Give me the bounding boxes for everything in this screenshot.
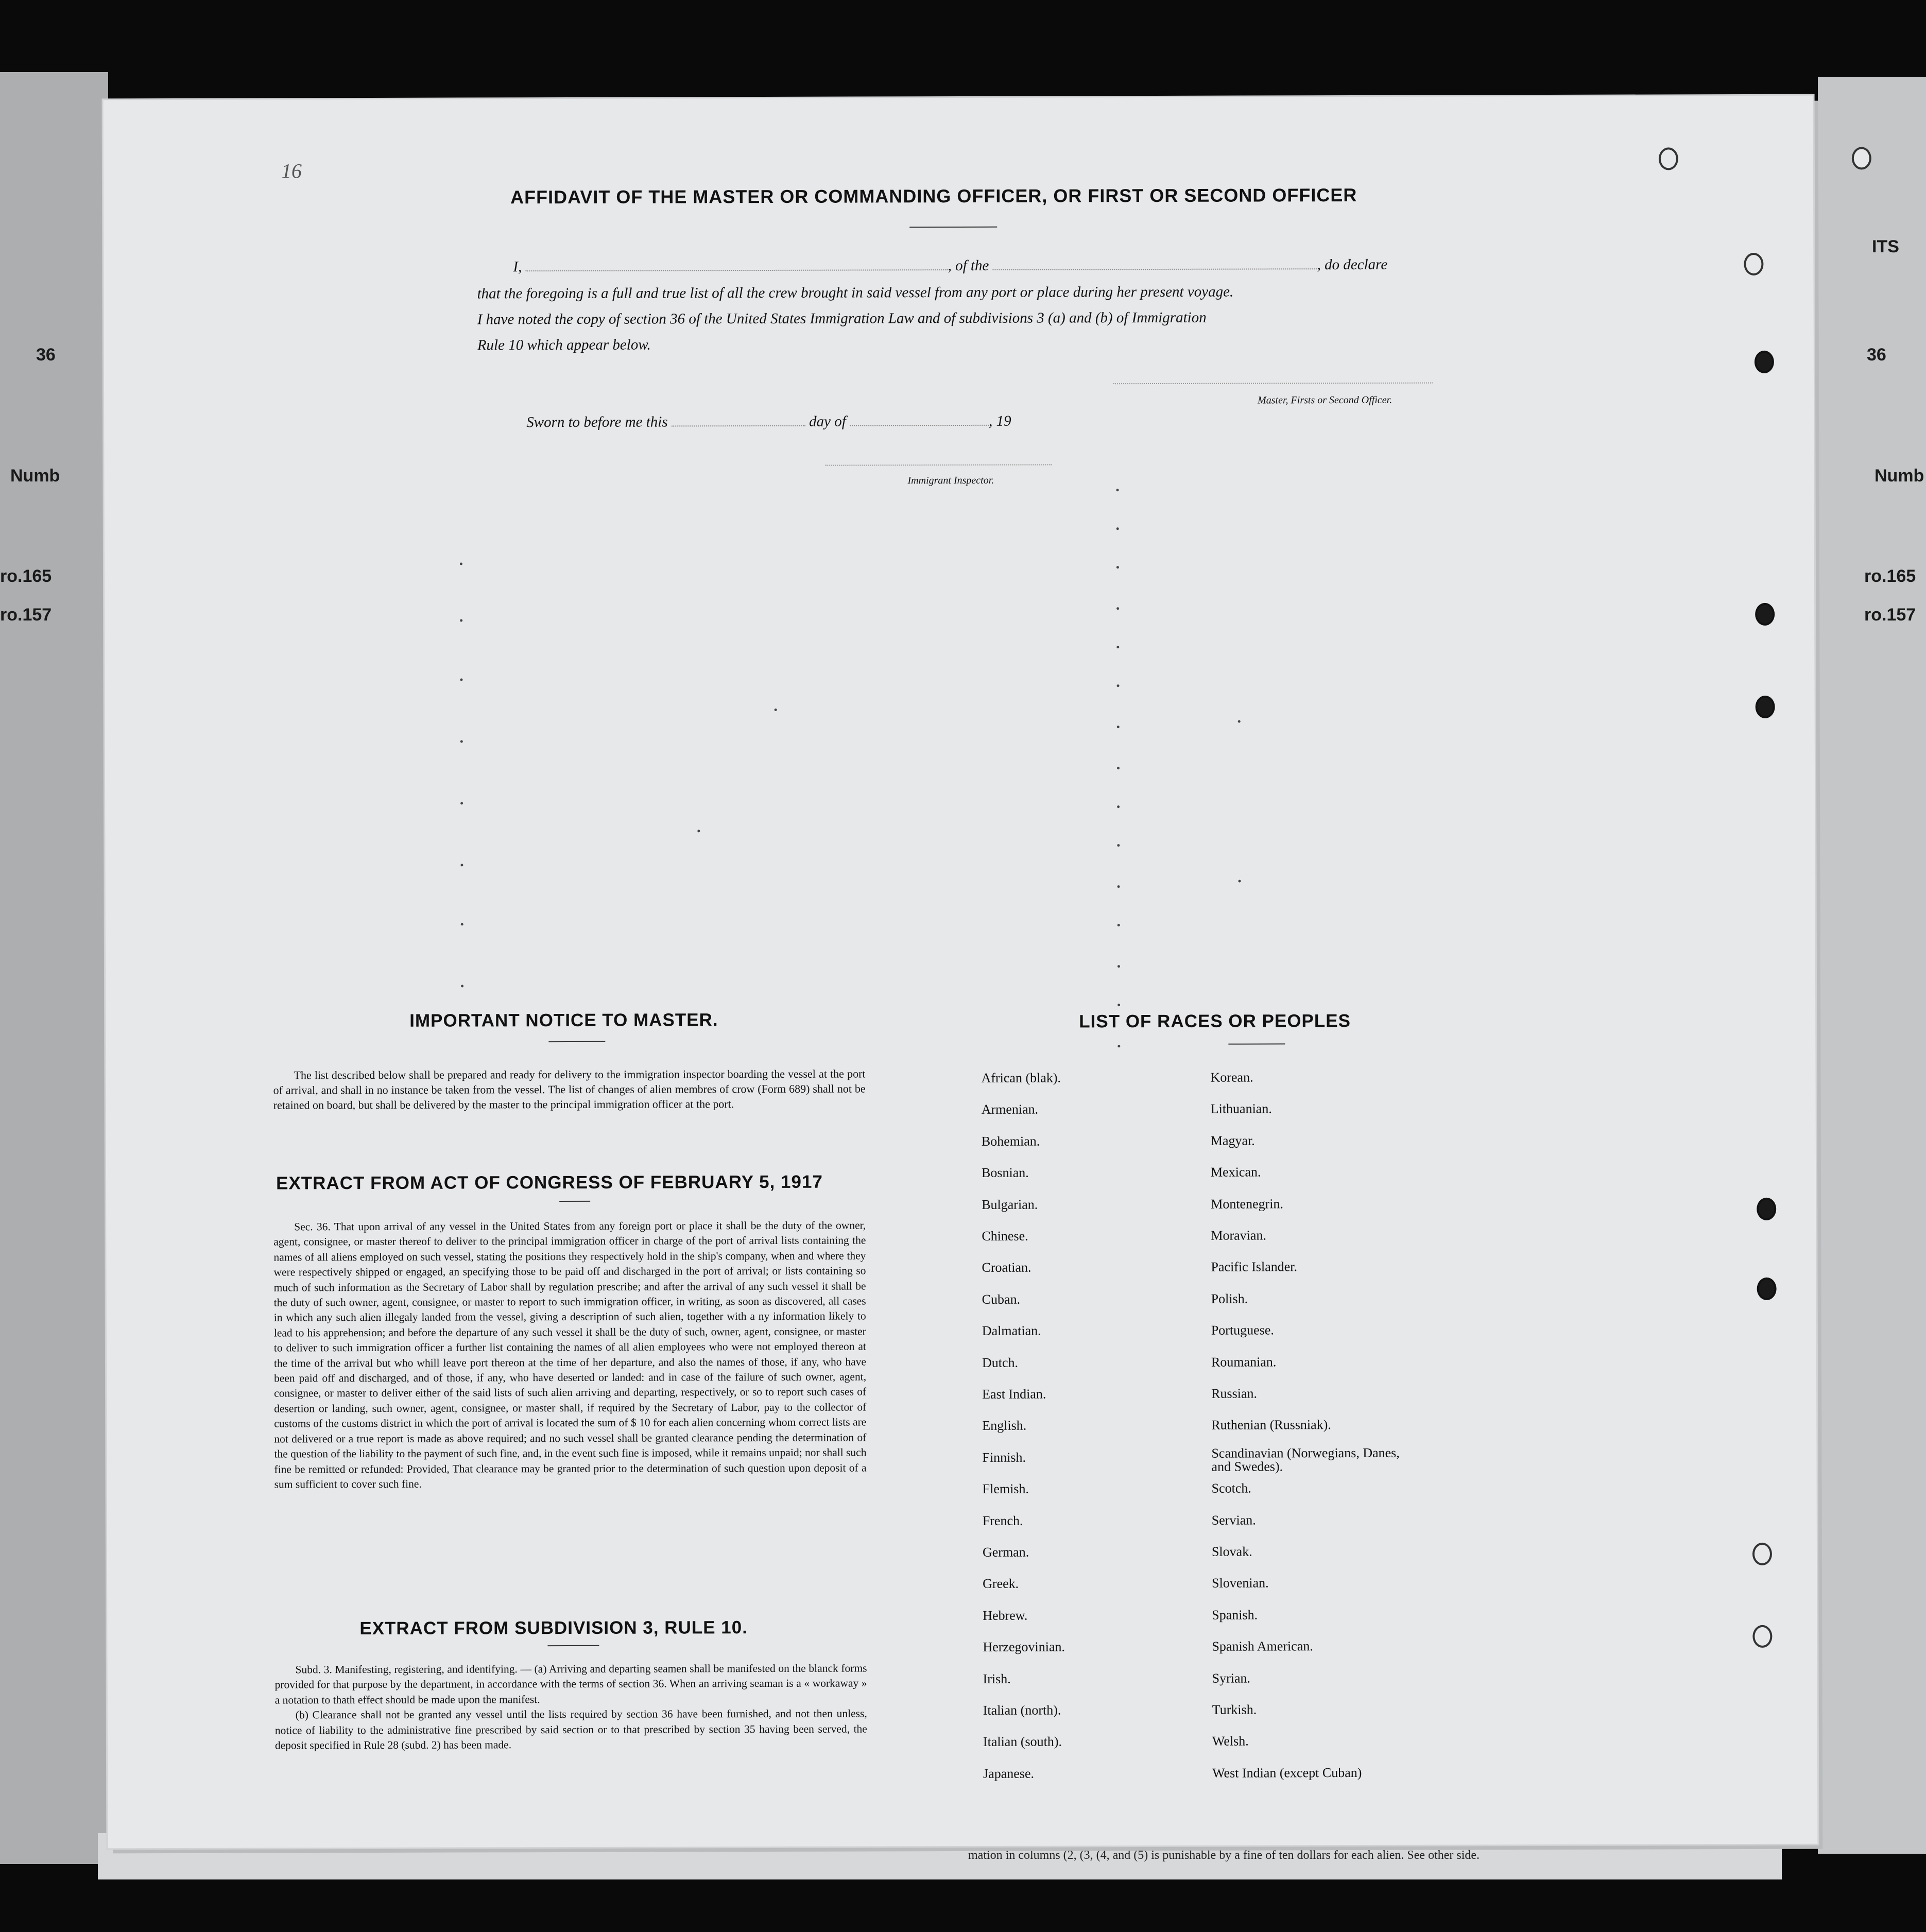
title-rule — [909, 227, 997, 228]
races-rule — [1228, 1043, 1285, 1044]
sworn-year: , 19 — [989, 412, 1011, 429]
race-item: Syrian. — [1212, 1670, 1251, 1686]
signature-line[interactable] — [1113, 383, 1433, 385]
rule-extract-para-a: Subd. 3. Manifesting, registering, and identifying. — (a) Arriving and departing seamen shall be manifested on the blanck forms provided for that purpose by the department, in accordance with the terms of section 36. When an arriving seaman is a « workaway » a notation to thath effect should be made upon the manifest. — [274, 1662, 867, 1706]
punch-hole — [1756, 696, 1775, 718]
affidavit-declare: , do declare — [1317, 256, 1388, 273]
race-item: Magyar. — [1210, 1133, 1255, 1148]
affidavit-title: AFFIDAVIT OF THE MASTER OR COMMANDING OFFICER, OR FIRST OR SECOND OFFICER — [510, 184, 1357, 208]
race-item: Polish. — [1211, 1291, 1248, 1306]
race-item: Russian. — [1211, 1386, 1258, 1401]
affidavit-line-2: that the foregoing is a full and true list of all the crew brought in said vessel from any port or place during her present voyage. — [477, 283, 1234, 302]
affidavit-of: , of the — [948, 257, 989, 274]
rule-extract-title: EXTRACT FROM SUBDIVISION 3, RULE 10. — [359, 1617, 748, 1639]
sworn-day-blank[interactable] — [672, 425, 805, 427]
race-item: Pacific Islander. — [1211, 1259, 1298, 1275]
punch-hole — [1752, 1543, 1772, 1565]
margin-stub: Numb — [1875, 466, 1924, 486]
act-extract-title: EXTRACT FROM ACT OF CONGRESS OF FEBRUARY 5, 1917 — [276, 1171, 823, 1194]
sworn-prefix: Sworn to before me this — [526, 413, 668, 431]
race-item: Irish. — [983, 1671, 1011, 1686]
race-item: French. — [982, 1513, 1023, 1528]
race-item: Flemish. — [982, 1481, 1029, 1497]
rule-extract-body — [275, 1661, 867, 1753]
margin-stub: ro.165 — [0, 566, 52, 586]
margin-stub: 36 — [1867, 345, 1886, 365]
bleed-dot — [775, 709, 777, 711]
race-item: Bohemian. — [981, 1133, 1040, 1149]
races-column-2 — [104, 96, 1813, 100]
sworn-day-of: day of — [809, 413, 846, 430]
signature-label: Master, Firsts or Second Officer. — [1258, 394, 1392, 406]
race-item: Scandinavian (Norwegians, Danes, and Swedes). — [1211, 1445, 1400, 1474]
bleed-dot — [461, 985, 463, 988]
bleed-dot — [1117, 1045, 1120, 1047]
punch-hole — [1755, 351, 1774, 373]
bleed-dot — [1117, 767, 1120, 769]
race-item: Armenian. — [981, 1101, 1039, 1117]
bleed-dot — [1116, 489, 1119, 491]
punch-hole — [1757, 1278, 1777, 1300]
bleed-dot — [697, 830, 700, 832]
bleed-dot — [1117, 924, 1120, 926]
punch-hole — [1744, 253, 1763, 275]
affidavit-i: I, — [513, 258, 522, 275]
punch-hole — [1752, 1625, 1772, 1648]
margin-stub: 36 — [36, 345, 56, 365]
sworn-line — [526, 413, 1011, 431]
punch-hole — [1755, 603, 1775, 626]
inspector-label: Immigrant Inspector. — [907, 474, 994, 487]
race-item: Spanish American. — [1212, 1638, 1313, 1654]
race-item: Japanese. — [983, 1766, 1035, 1781]
race-item: Korean. — [1210, 1070, 1253, 1085]
bleed-dot — [460, 679, 463, 681]
race-item: Portuguese. — [1211, 1322, 1274, 1338]
act-extract-text: Sec. 36. That upon arrival of any vessel in the United States from any foreign port or place it shall be the duty of the owner, agent, consignee, or master thereof to deliver to the principal immigration officer in charge of the port of arrival lists containing the names of all aliens employed on such vessel, stating the positions they respectively hold in the ship's company, when and where they were respectively shipped or engaged, an specifying those to be paid off and discharged in the port of arrival; or lists containing so much of such information as the Secretary of Labor shall by regulation prescribe; and after the arrival of any such vessel it shall be the duty of such owner, agent, consignee, or master to report to such immigration officer, in writing, as soon as discovered, all cases in which any such alien illegaly landed from the vessel, giving a description of such alien, together with a ny information likely to lead to his apprehension; and before the departure of any such vessel it shall be the duty of such, owner, agent, consignee, or master to deliver to such immigration officer a further list containing the names of all alien employees who were not employed thereon at the time of the arrival but who whill leave port thereon at the time of her departure, and also the names of those, if any, who have been paid off and discharged, and of those, if any, who have deserted or landed: and in case of the failure of such owner, agent, consignee, or master to deliver either of the said lists of such alien arriving and departing, respectively, or so to report such cases of desertion or landing, such owner, agent, consignee, or master shall, if required by the Secretary of Labor, pay to the collector of customs of the customs district in which the port of arrival is located the sum of $ 10 for each alien concerning whom correct lists are not delivered or a true report is made as above required; and no such vessel shall be granted clearance pending the determination of the question of the liability to the payment of such fine, and, in the event such fine is imposed, while it remains unpaid; nor shall such fine be remitted or refunded: Provided, That clearance may be granted prior to the determination of such question upon deposit of a sum sufficient to cover such fine. — [273, 1219, 867, 1491]
affidavit-line-4: Rule 10 which appear below. — [477, 336, 651, 354]
race-item: Bulgarian. — [982, 1197, 1038, 1212]
race-item: Lithuanian. — [1210, 1101, 1272, 1117]
margin-stub: ro.157 — [1864, 605, 1916, 625]
punch-hole — [1852, 147, 1871, 169]
race-item: Slovenian. — [1212, 1575, 1269, 1591]
races-title: LIST OF RACES OR PEOPLES — [1079, 1011, 1351, 1032]
race-item: Roumanian. — [1211, 1354, 1277, 1370]
bleed-dot — [1238, 720, 1241, 723]
vessel-name-blank[interactable] — [993, 268, 1317, 270]
race-item: Finnish. — [982, 1450, 1026, 1465]
race-item: Montenegrin. — [1211, 1196, 1284, 1212]
bleed-dot — [1117, 844, 1120, 847]
bleed-dot — [461, 923, 463, 926]
bleed-dot — [1117, 805, 1120, 808]
underlying-sheet-right — [1818, 77, 1926, 1854]
handwritten-page-number: 16 — [281, 159, 302, 183]
bleed-dot — [1117, 726, 1120, 728]
margin-stub: ITS — [1872, 237, 1899, 256]
act-extract-body — [273, 1218, 866, 1492]
race-item: Scotch. — [1211, 1480, 1251, 1496]
bleed-dot — [1117, 1004, 1120, 1006]
bleed-dot — [1117, 885, 1120, 888]
race-item: Bosnian. — [981, 1165, 1029, 1181]
inspector-signature-line[interactable] — [825, 464, 1052, 466]
race-item: Dalmatian. — [982, 1323, 1041, 1339]
bleed-dot — [1239, 880, 1241, 883]
race-item: Italian (north). — [983, 1702, 1061, 1718]
race-item: West Indian (except Cuban) — [1212, 1765, 1362, 1781]
races-column-1 — [104, 96, 1813, 100]
race-item: English. — [982, 1418, 1027, 1434]
affidavit-line-3: I have noted the copy of section 36 of the United States Immigration Law and of subdivisions 3 (a) and (b) of Immigration — [477, 309, 1207, 328]
race-item: Welsh. — [1212, 1733, 1249, 1749]
notice-title: IMPORTANT NOTICE TO MASTER. — [409, 1010, 718, 1031]
bleed-dot — [1116, 527, 1119, 530]
act-rule — [559, 1201, 590, 1202]
bleed-dot — [1117, 965, 1120, 968]
punch-hole — [1659, 147, 1678, 170]
affidavit-line-1 — [477, 256, 1387, 276]
bleed-dot — [460, 802, 463, 805]
underlying-sheet-left — [0, 72, 108, 1864]
race-item: African (blak). — [981, 1070, 1061, 1085]
master-name-blank[interactable] — [526, 269, 948, 271]
margin-stub: ro.165 — [1864, 566, 1916, 586]
race-item: Hebrew. — [983, 1608, 1028, 1623]
race-item: Ruthenian (Russniak). — [1211, 1417, 1331, 1433]
race-item: Turkish. — [1212, 1702, 1257, 1717]
bleed-dot — [1116, 607, 1119, 610]
margin-stub: Numb — [10, 466, 60, 486]
race-item: Spanish. — [1212, 1607, 1258, 1623]
race-item: Greek. — [983, 1576, 1019, 1592]
race-item: Cuban. — [982, 1291, 1021, 1307]
race-item: German. — [982, 1544, 1029, 1560]
bleed-dot — [460, 864, 463, 867]
bleed-dot — [1116, 646, 1119, 648]
rule-extract-para-b: (b) Clearance shall not be granted any vessel until the lists required by section 36 have been furnished, and not then unless, notice of liability to the administrative fine prescribed by said section or to that prescribed by section 35 having been served, the deposit specified in Rule 28 (subd. 2) has been made. — [274, 1707, 867, 1752]
race-item: Servian. — [1211, 1512, 1256, 1528]
race-item: Slovak. — [1211, 1544, 1252, 1559]
notice-text: The list described below shall be prepared and ready for delivery to the immigration inspector boarding the vessel at the port of arrival, and shall in no instance be taken from the vessel. The list of changes of alien membres of crow (Form 689) shall not be retained on board, but shall be delivered by the master to the principal immigration officer at the port. — [273, 1067, 866, 1112]
race-item: Mexican. — [1210, 1164, 1261, 1180]
footer-note: mation in columns (2, (3, (4, and (5) is punishable by a fine of ten dollars for each alien. See other side. — [968, 1849, 1480, 1862]
rule-rule — [547, 1645, 599, 1646]
punch-hole — [1757, 1198, 1776, 1220]
race-item: East Indian. — [982, 1386, 1046, 1402]
bleed-dot — [1117, 684, 1120, 687]
bleed-dot — [460, 740, 463, 743]
race-item: Italian (south). — [983, 1734, 1062, 1750]
document-page — [104, 96, 1818, 1849]
sworn-month-blank[interactable] — [850, 425, 989, 426]
bleed-dot — [460, 563, 462, 565]
race-item: Dutch. — [982, 1355, 1019, 1370]
bleed-dot — [460, 619, 462, 622]
race-item: Herzegovinian. — [983, 1639, 1065, 1655]
race-item: Moravian. — [1211, 1228, 1266, 1243]
bleed-dot — [1116, 566, 1119, 568]
margin-stub: ro.157 — [0, 605, 52, 625]
notice-rule — [548, 1041, 605, 1042]
race-item: Chinese. — [982, 1228, 1028, 1244]
race-item: Croatian. — [982, 1260, 1031, 1275]
